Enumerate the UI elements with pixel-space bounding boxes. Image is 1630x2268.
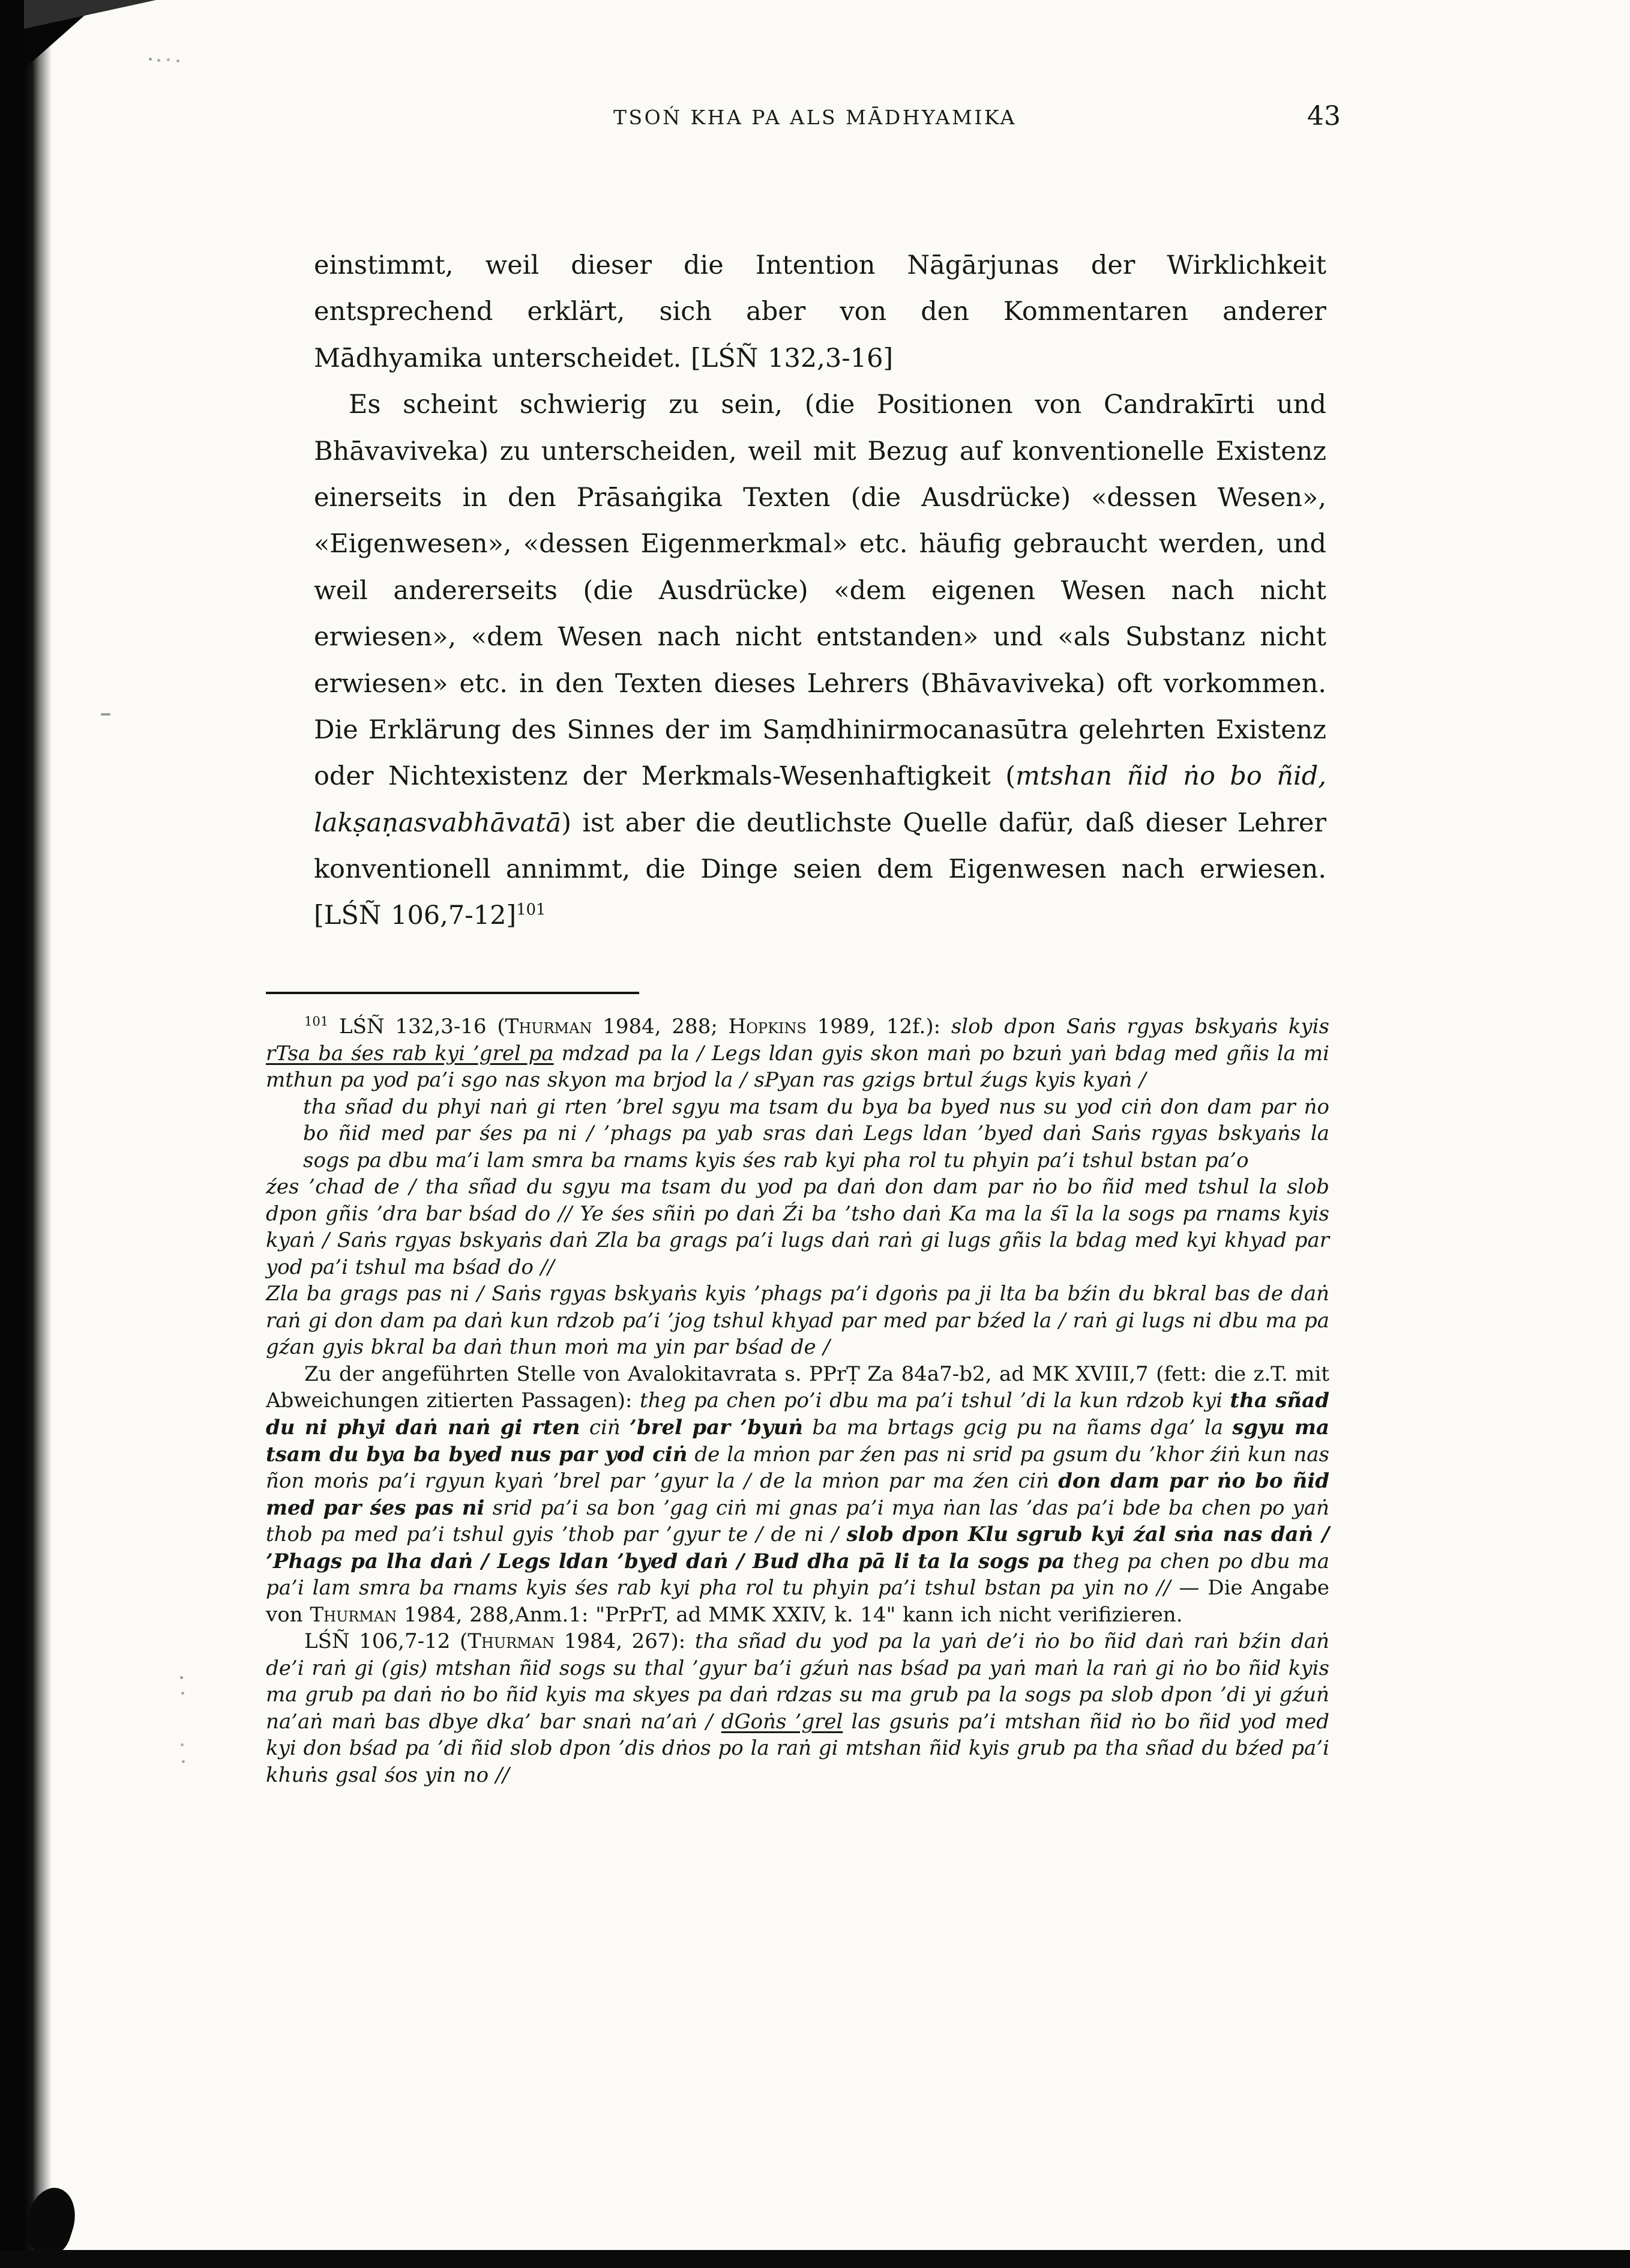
main-text-block [314,243,1326,939]
footnote-separator-rule [266,992,639,994]
scan-speck [149,58,152,61]
running-title: TSOŃ KHA PA ALS MĀDHYAMIKA [613,106,1017,129]
footnote-101-part-2: źes ’chad de / tha sñad du sgyu ma tsam du yod pa daṅ don dam par ṅo bo ñid med tshul la slob dpon gñis ’dra bar bśad do // Ye śes sñiṅ po daṅ Źi ba ’tsho daṅ Ka ma la śī la la sogs pa rnams kyis kyaṅ / Saṅs rgyas bskyaṅs daṅ Zla ba grags pa’i lugs daṅ raṅ gi lugs gñis la bdag med kyi khyad par yod pa’i tshul ma bśad do // [266,1175,1329,1279]
footnote-101-part-1: $^{101}$ LŚÑ 132,3-16 (Thurman 1984, 288; Hopkins 1989, 12f.): slob dpon Saṅs rgyas bskyaṅs kyis rTsa ba śes rab kyi ’grel pa mdzad pa la / Legs ldan gyis skon maṅ po bzuṅ yaṅ bdag med gñis la mi mthun pa yod pa’i sgo nas skyon ma brjod la / sPyan ras gzigs brtul źugs kyis kyaṅ / [266,1013,1329,1093]
body-paragraph-2: Es scheint schwierig zu sein, (die Positionen von Candrakīrti und Bhāvaviveka) zu unterscheiden, weil mit Bezug auf konventionelle Existenz einerseits in den Prāsaṅgika Texten (die Ausdrücke) «dessen Wesen», «Eigenwesen», «dessen Eigenmerkmal» etc. häufig gebraucht werden, und weil andererseits (die Ausdrücke) «dem eigenen Wesen nach nicht erwiesen», «dem Wesen nach nicht entstanden» und «als Substanz nicht erwiesen» etc. in den Texten dieses Lehrers (Bhāvaviveka) oft vorkommen. Die Erklärung des Sinnes der im Saṃdhinirmocanasūtra gelehrten Existenz oder Nichtexistenz der Merkmals-Wesenhaftigkeit (mtshan ñid ṅo bo ñid, lakṣaṇasvabhāvatā) ist aber die deutlichste Quelle dafür, daß dieser Lehrer konventionell annimmt, die Dinge seien dem Eigenwesen nach erwiesen. [LŚÑ 106,7-12]$^{101}$ [314,390,1326,931]
scan-spine-shadow [0,0,52,2268]
footnote-101-quote-block: tha sñad du phyi naṅ gi rten ’brel sgyu ma tsam du bya ba byed nus su yod ciṅ don dam par ṅo bo ñid med par śes pa ni / ’phags pa yab sras daṅ Legs ldan ’byed daṅ Saṅs rgyas bskyaṅs la sogs pa dbu ma’i lam smra ba rnams kyis śes rab kyi pha rol tu phyin pa’i tshul bstan pa’o [303,1094,1329,1172]
body-paragraph-1: einstimmt, weil dieser die Intention Nāgārjunas der Wirklichkeit entsprechend erklärt, sich aber von den Kommentaren anderer Mādhyamika unterscheidet. [LŚÑ 132,3-16] [314,250,1326,373]
scan-bottom-edge [0,2250,1630,2268]
scan-speck [101,713,110,716]
page-number: 43 [1307,101,1341,131]
scan-corner-artifact-top-fade [24,0,156,29]
footnote-101-part-5: LŚÑ 106,7-12 (Thurman 1984, 267): tha sñad du yod pa la yaṅ de’i ṅo bo ñid daṅ raṅ bźin daṅ de’i raṅ gi (gis) mtshan ñid sogs su thal ’gyur ba’i gźuṅ nas bśad pa yaṅ maṅ la raṅ gi ṅo bo ñid kyis ma grub pa daṅ ṅo bo ñid kyis ma skyes pa daṅ rdzas su ma grub pa la sogs pa slob dpon ’di yi gźuṅ na’aṅ maṅ bas dbye dka’ bar snaṅ na’aṅ / dGoṅs ’grel las gsuṅs pa’i mtshan ñid ṅo bo ñid yod med kyi don bśad pa ’di ñid slob dpon ’dis dṅos po la raṅ gi mtshan ñid kyis grub pa tha sñad du bźed pa’i khuṅs gsal śos yin no // [266,1629,1329,1787]
scan-speck [180,1676,183,1679]
running-header [0,106,1630,129]
footnote-101-part-3: Zla ba grags pas ni / Saṅs rgyas bskyaṅs kyis ’phags pa’i dgoṅs pa ji lta ba bźin du bkral bas de daṅ raṅ gi don dam pa daṅ kun rdzob pa’i ’jog tshul khyad par med par bźed la / raṅ gi lugs ni dbu ma pa gźan gyis bkral ba daṅ thun moṅ ma yin par bśad de / [266,1282,1329,1360]
footnote-101-part-4: Zu der angeführten Stelle von Avalokitavrata s. PPrṬ Za 84a7-b2, ad MK XVIII,7 (fett: die z.T. mit Abweichungen zitierten Passagen): theg pa chen po’i dbu ma pa’i tshul ’di la kun rdzob kyi tha sñad du ni phyi daṅ naṅ gi rten ciṅ ’brel par ’byuṅ ba ma brtags gcig pu na ñams dga’ la sgyu ma tsam du bya ba byed nus par yod ciṅ de la mṅon par źen pas ni srid pa gsum du ’khor źiṅ kun nas ñon moṅs pa’i rgyun kyaṅ ’brel par ’gyur la / de la mṅon par ma źen ciṅ don dam par ṅo bo ñid med par śes pas ni srid pa’i sa bon ’gag ciṅ mi gnas pa’i mya ṅan las ’das pa’i bde ba chen po yaṅ thob pa med pa’i tshul gyis ’thob par ’gyur te / de ni / slob dpon Klu sgrub kyi źal sṅa nas daṅ / ’Phags pa lha daṅ / Legs ldan ’byed daṅ / Bud dha pā li ta la sogs pa theg pa chen po dbu ma pa’i lam smra ba rnams kyis śes rab kyi pha rol tu phyin pa’i tshul bstan pa yin no // — Die Angabe von Thurman 1984, 288,Anm.1: "PrPrT, ad MMK XXIV, k. 14" kann ich nicht verifizieren. [266,1362,1330,1627]
footnote-block [266,1013,1329,1788]
